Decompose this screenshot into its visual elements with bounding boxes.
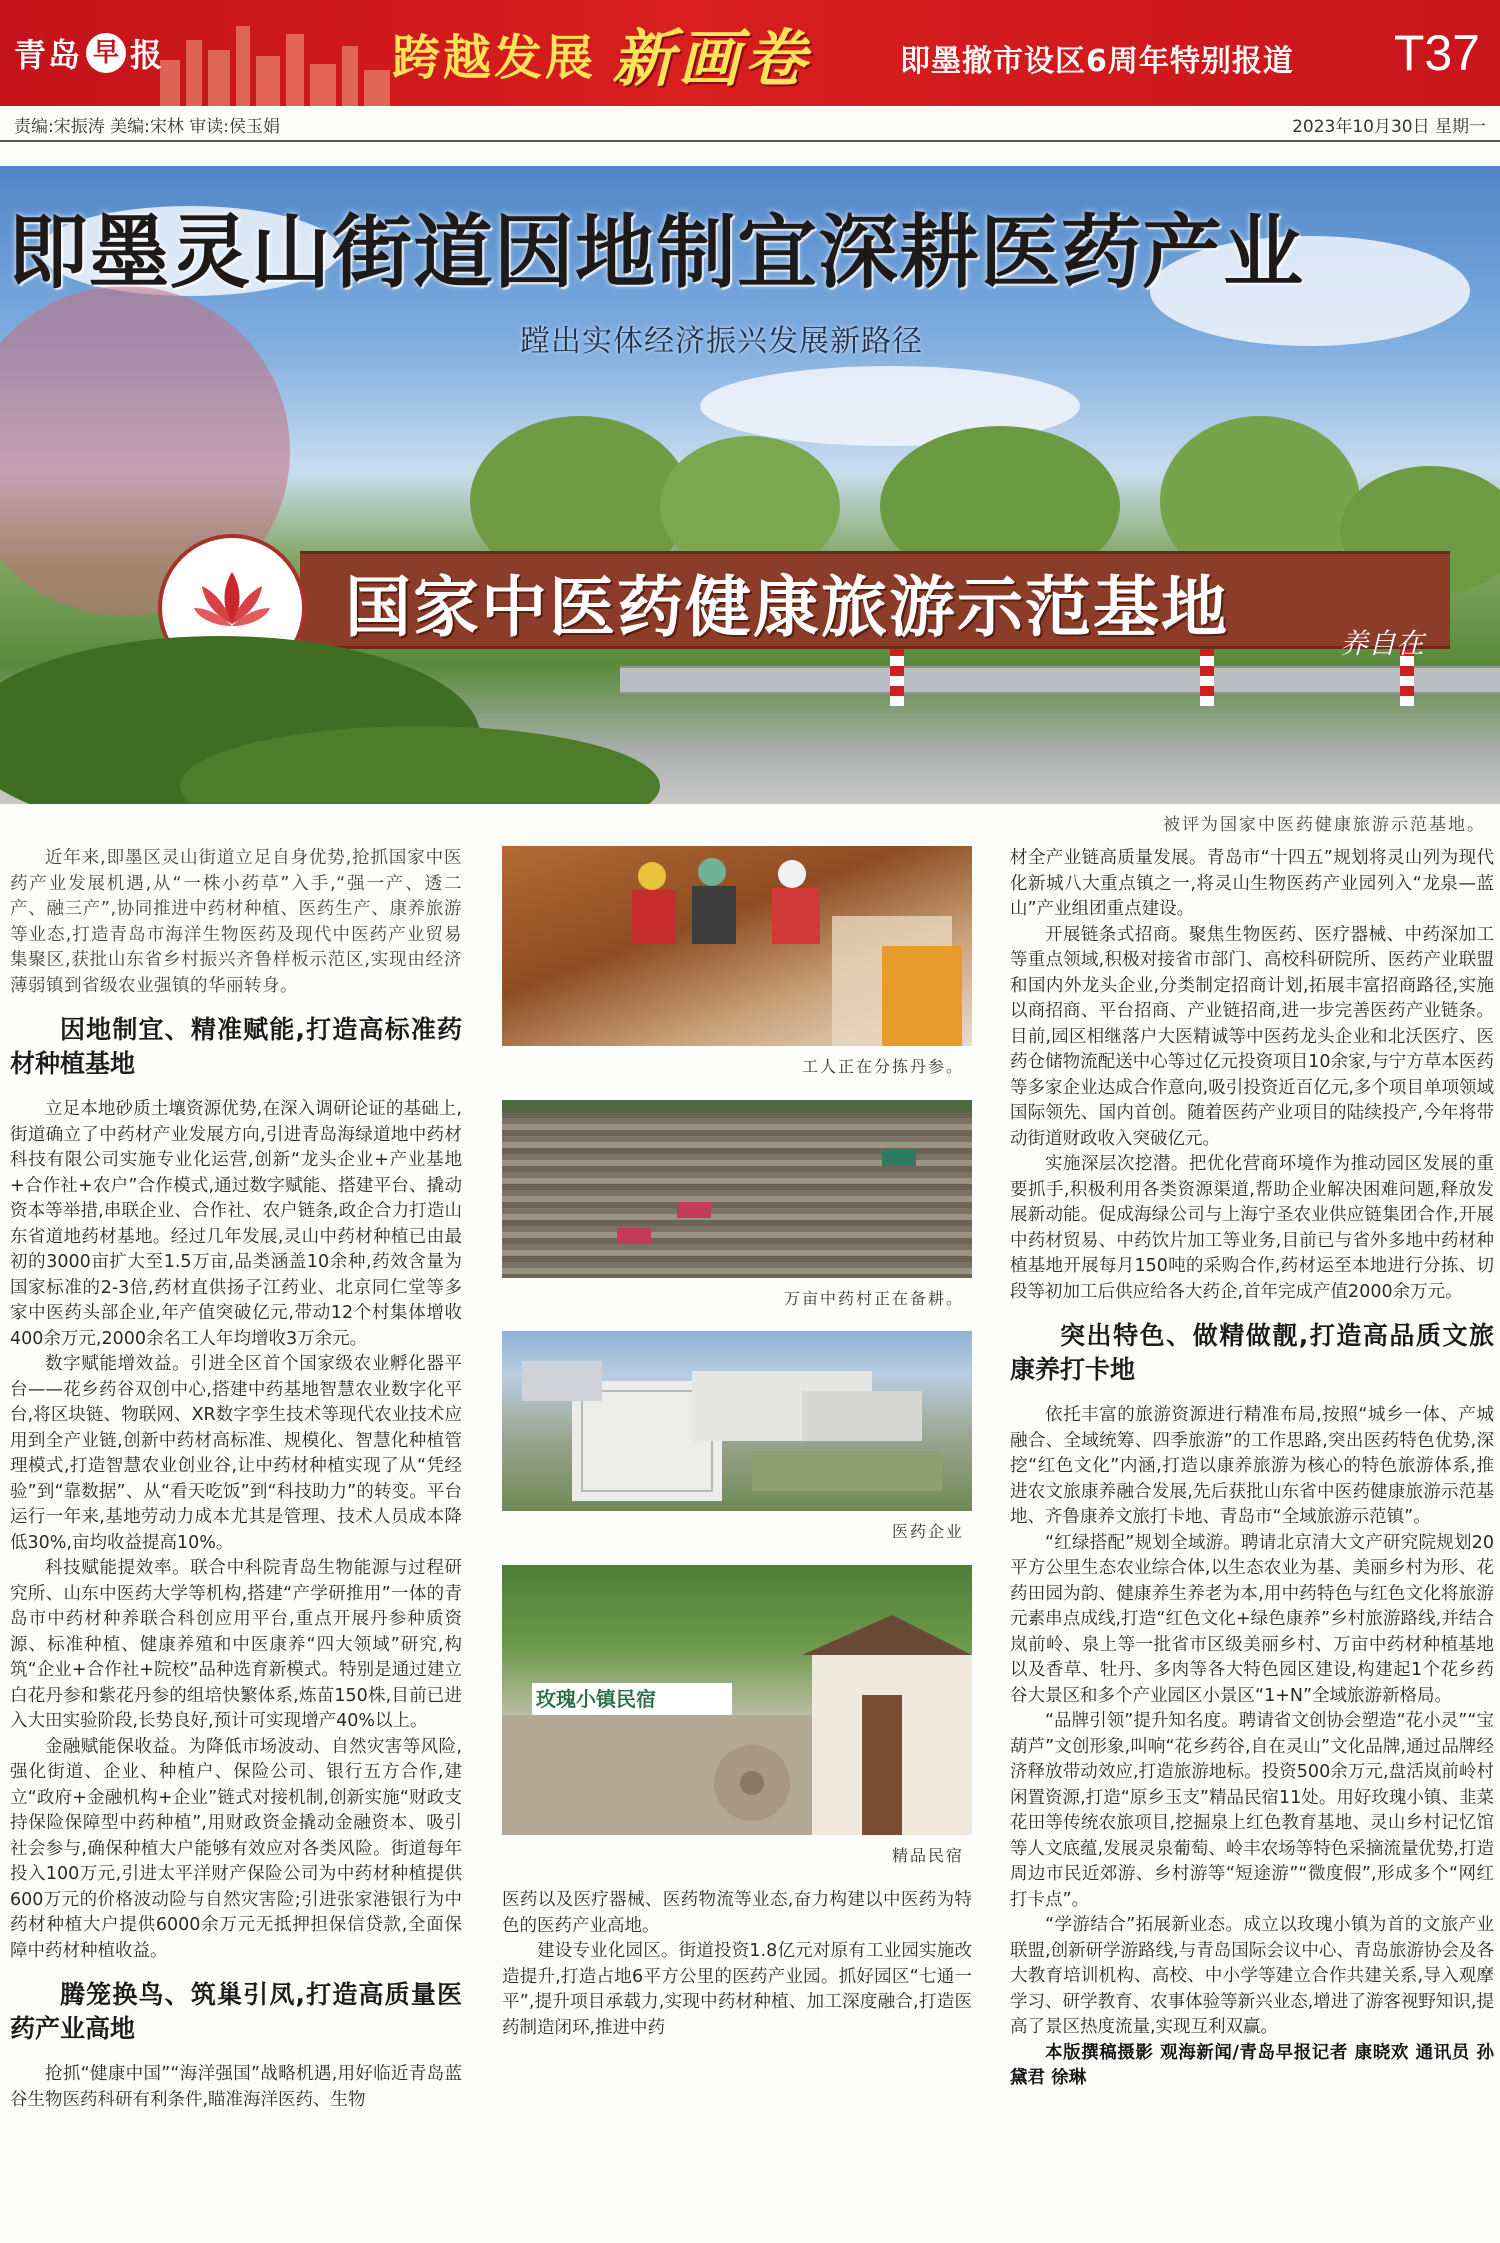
paragraph: 医药以及医疗器械、医药物流等业态,奋力构建以中医药为特色的医药产业高地。: [502, 1890, 972, 1936]
paragraph: “学游结合”拓展新业态。成立以玫瑰小镇为首的文旅产业联盟,创新研学游路线,与青岛国际会议中心、青岛旅游协会及各大教育培训机构、高校、中小学等建立合作共建关系,导入观摩学习、研学教育、农事体验等新兴业态,增进了游客视野知识,提高了景区热度流量,实现互利双赢。: [1010, 1915, 1494, 2037]
article-body: [0, 846, 1500, 2243]
page-number: T37: [1393, 25, 1480, 81]
paper-suffix: 报: [130, 36, 165, 74]
paragraph: 实施深层次挖潜。把优化营商环境作为推动园区发展的重要抓手,积极利用各类资源渠道,帮助企业解决困难问题,释放发展新动能。促成海绿公司与上海宁圣农业供应链集团合作,开展中药材贸易、中药饮片加工等业务,目前已与省外多地中药材种植基地开展每月150吨的采购合作,药材运至本地进行分拣、切段等初加工后供应给各大药企,首年完成产值2000余万元。: [1010, 1154, 1494, 1302]
paragraph: 金融赋能保收益。为降低市场波动、自然灾害等风险,强化街道、企业、种植户、保险公司、银行五方合作,建立“政府+金融机构+企业”链式对接机制,创新实施“财政支持保险保障型中药种植”,用财政资金撬动金融资本、吸引社会参与,确保种植大户能够有效应对各类风险。街道每年投入100万元,引进太平洋财产保险公司为中药材种植提供600万元的价格波动险与自然灾害险;引进张家港银行为中药材种植大户提供6000余万元无抵押担保信贷款,全面保障中药材种植收益。: [10, 1736, 462, 1961]
section-heading-1: 因地制宜、精准赋能,打造高标准药材种植基地: [10, 1015, 462, 1078]
column-1: [10, 846, 462, 2113]
dateline: 2023年10月30日 星期一: [1292, 117, 1486, 137]
road-post: [1200, 646, 1214, 706]
lede-paragraph: 近年来,即墨区灵山街道立足自身优势,抢抓国家中医药产业发展机遇,从“一株小药草”入手,“强一产、透二产、融三产”,协同推进中药材种植、医药生产、康养旅游等业态,打造青岛市海洋生物医药及现代中医药产业贸易集聚区,获批山东省乡村振兴齐鲁样板示范区,实现由经济薄弱镇到省级农业强镇的华丽转身。: [10, 848, 462, 996]
photo-caption: 万亩中药村正在备耕。: [783, 1288, 964, 1308]
skyline-graphic: [150, 20, 400, 106]
factory-photo: [502, 1331, 972, 1511]
paragraph: 建设专业化园区。街道投资1.8亿元对原有工业园实施改造提升,打造占地6平方公里的医药产业园。抓好园区“七通一平”,提升项目承载力,实现中药材种植、加工深度融合,打造医药制造闭环,推进中药: [502, 1941, 972, 2038]
editor-credits: 责编:宋振涛 美编:宋林 审读:侯玉娟: [14, 117, 280, 137]
section-heading-3: 突出特色、做精做靓,打造高品质文旅康养打卡地: [1010, 1321, 1494, 1384]
paragraph: 依托丰富的旅游资源进行精准布局,按照“城乡一体、产城融合、全域统筹、四季旅游”的工作思路,突出医药特色优势,深挖“红色文化”内涵,打造以康养旅游为核心的特色旅游体系,推进农文旅康养融合发展,先后获批山东省中医药健康旅游示范基地、齐鲁康养文旅打卡地、青岛市“全域旅游示范镇”。: [1010, 1405, 1494, 1527]
paragraph: 开展链条式招商。聚焦生物医药、医疗器械、中药深加工等重点领域,积极对接省市部门、高校科研院所、医药产业联盟和国内外龙头企业,分类制定招商计划,拓展丰富招商路径,实施以商招商、平台招商、产业链招商,进一步完善医药产业链条。目前,园区相继落户大医精诚等中医药龙头企业和北沃医疗、医药仓储物流配送中心等过亿元投资项目10余家,与宁方草本医药等多家企业达成合作意向,吸引投资近百亿元,多个项目单项领域国际领先、国内首创。随着医药产业项目的陆续投产,今年将带动街道财政收入突破亿元。: [1010, 924, 1494, 1149]
banner-main: 跨越发展: [392, 29, 597, 86]
homestay-sign: 玫瑰小镇民宿: [536, 1686, 656, 1711]
masthead: [0, 0, 1500, 106]
sign-signature: 养自在: [1340, 627, 1425, 660]
column-3: [1010, 846, 1494, 2092]
lotus-icon: [192, 568, 272, 632]
harvest-illustration: [502, 846, 972, 1046]
special-banner: [392, 18, 811, 95]
banner-script: 新画卷: [612, 21, 811, 95]
guardrail: [620, 666, 1500, 694]
factory-illustration: [502, 1331, 972, 1511]
photo-caption: 工人正在分拣丹参。: [801, 1057, 964, 1076]
paragraph: 立足本地砂质土壤资源优势,在深入调研论证的基础上,街道确立了中药材产业发展方向,引进青岛海绿道地中药材科技有限公司实施专业化运营,创新“龙头企业+产业基地+合作社+农户”合作模式,通过数字赋能、搭建平台、撬动资本等举措,串联企业、合作社、农户链条,政企合力打造山东省道地药材基地。经过几年发展,灵山中药材种植已由最初的3000亩扩大至1.5万亩,品类涵盖10余种,药效含量为国家标准的2-3倍,药材直供扬子江药业、北京同仁堂等多家中医药头部企业,年产值突破亿元,带动12个村集体增收400余万元,2000余名工人年均增收3万余元。: [10, 1099, 462, 1349]
paper-name: 青岛: [14, 36, 83, 74]
road-post: [890, 646, 904, 706]
photo-caption: 医药企业: [891, 1522, 964, 1541]
field-photo: [502, 1100, 972, 1278]
harvest-photo: [502, 846, 972, 1046]
hero-photo: [0, 166, 1500, 804]
hero-caption: 被评为国家中医药健康旅游示范基地。: [1163, 815, 1486, 835]
masthead-subtitle: 即墨撤市设区6周年特别报道: [900, 44, 1294, 79]
paragraph: “红绿搭配”规划全域游。聘请北京清大文产研究院规划20平方公里生态农业综合体,以生态农业为基、美丽乡村为形、花药田园为韵、健康养生养老为本,用中药特色与红色文化将旅游元素串点成线,打造“红色文化+绿色康养”乡村旅游路线,并结合岚前岭、泉上等一批省市区级美丽乡村、万亩中药材种植基地以及香草、牡丹、多肉等各大特色园区建设,构建起1个花乡药谷大景区和多个产业园区小景区“1+N”全域旅游新格局。: [1010, 1532, 1494, 1706]
paragraph: 材全产业链高质量发展。青岛市“十四五”规划将灵山列为现代化新城八大重点镇之一,将灵山生物医药产业园列入“龙泉—蓝山”产业组团重点建设。: [1010, 848, 1494, 919]
paragraph: 数字赋能增效益。引进全区首个国家级农业孵化器平台——花乡药谷双创中心,搭建中药基地智慧农业数字化平台,将区块链、物联网、XR数字孪生技术等现代农业技术应用到全产业链,创新中药材高标准、规模化、智慧化种植管理模式,打造智慧农业创业谷,让中药材种植实现了从“凭经验”到“靠数据”、从“看天吃饭”到“科技助力”的转变。平台运行一年来,基地劳动力成本尤其是管理、技术人员成本降低30%,亩均收益提高10%。: [10, 1354, 462, 1553]
section-heading-2: 腾笼换鸟、筑巢引凤,打造高质量医药产业高地: [10, 1980, 462, 2043]
photo-caption: 精品民宿: [891, 1845, 964, 1865]
column-2: [502, 846, 972, 2041]
subheadline: 蹚出实体经济振兴发展新路径: [520, 324, 923, 359]
paper-badge: 早: [86, 33, 126, 73]
sign-text: 国家中医药健康旅游示范基地: [345, 569, 1229, 646]
paragraph: 抢抓“健康中国”“海洋强国”战略机遇,用好临近青岛蓝谷生物医药科研有利条件,瞄准海洋医药、生物: [10, 2064, 462, 2110]
paper-logo: [14, 24, 164, 82]
tractors-illustration: [502, 1100, 972, 1278]
header-rule: [0, 140, 1500, 142]
homestay-photo: [502, 1565, 972, 1835]
paragraph: 科技赋能提效率。联合中科院青岛生物能源与过程研究所、山东中医药大学等机构,搭建“产学研推用”一体的青岛市中药材种养联合科创应用平台,重点开展丹参种质资源、标准种植、健康养殖和中医康养“四大领域”研究,构筑“企业+合作社+院校”品种选育新模式。特别是通过建立白花丹参和紫花丹参的组培快繁体系,炼苗150株,目前已进入大田实验阶段,长势良好,预计可实现增产40%以上。: [10, 1558, 462, 1731]
byline: 本版撰稿摄影 观海新闻/青岛早报记者 康晓欢 通讯员 孙黛君 徐琳: [1010, 2042, 1494, 2088]
headline: 即墨灵山街道因地制宜深耕医药产业: [8, 206, 1304, 299]
paragraph: “品牌引领”提升知名度。聘请省文创协会塑造“花小灵”“宝葫芦”文创形象,叫响“花乡药谷,自在灵山”文化品牌,通过品牌经济释放带动效应,打造旅游地标。投资500余万元,盘活岚前岭村闲置资源,打造“原乡玉支”精品民宿11处。用好玫瑰小镇、韭菜花田等传统农旅项目,挖掘泉上红色教育基地、灵山乡村记忆馆等人文底蕴,发展灵泉葡萄、岭丰农场等特色采摘流量优势,打造周边市民近郊游、乡村游等“短途游”“微度假”,形成多个“网红打卡点”。: [1010, 1711, 1494, 1910]
